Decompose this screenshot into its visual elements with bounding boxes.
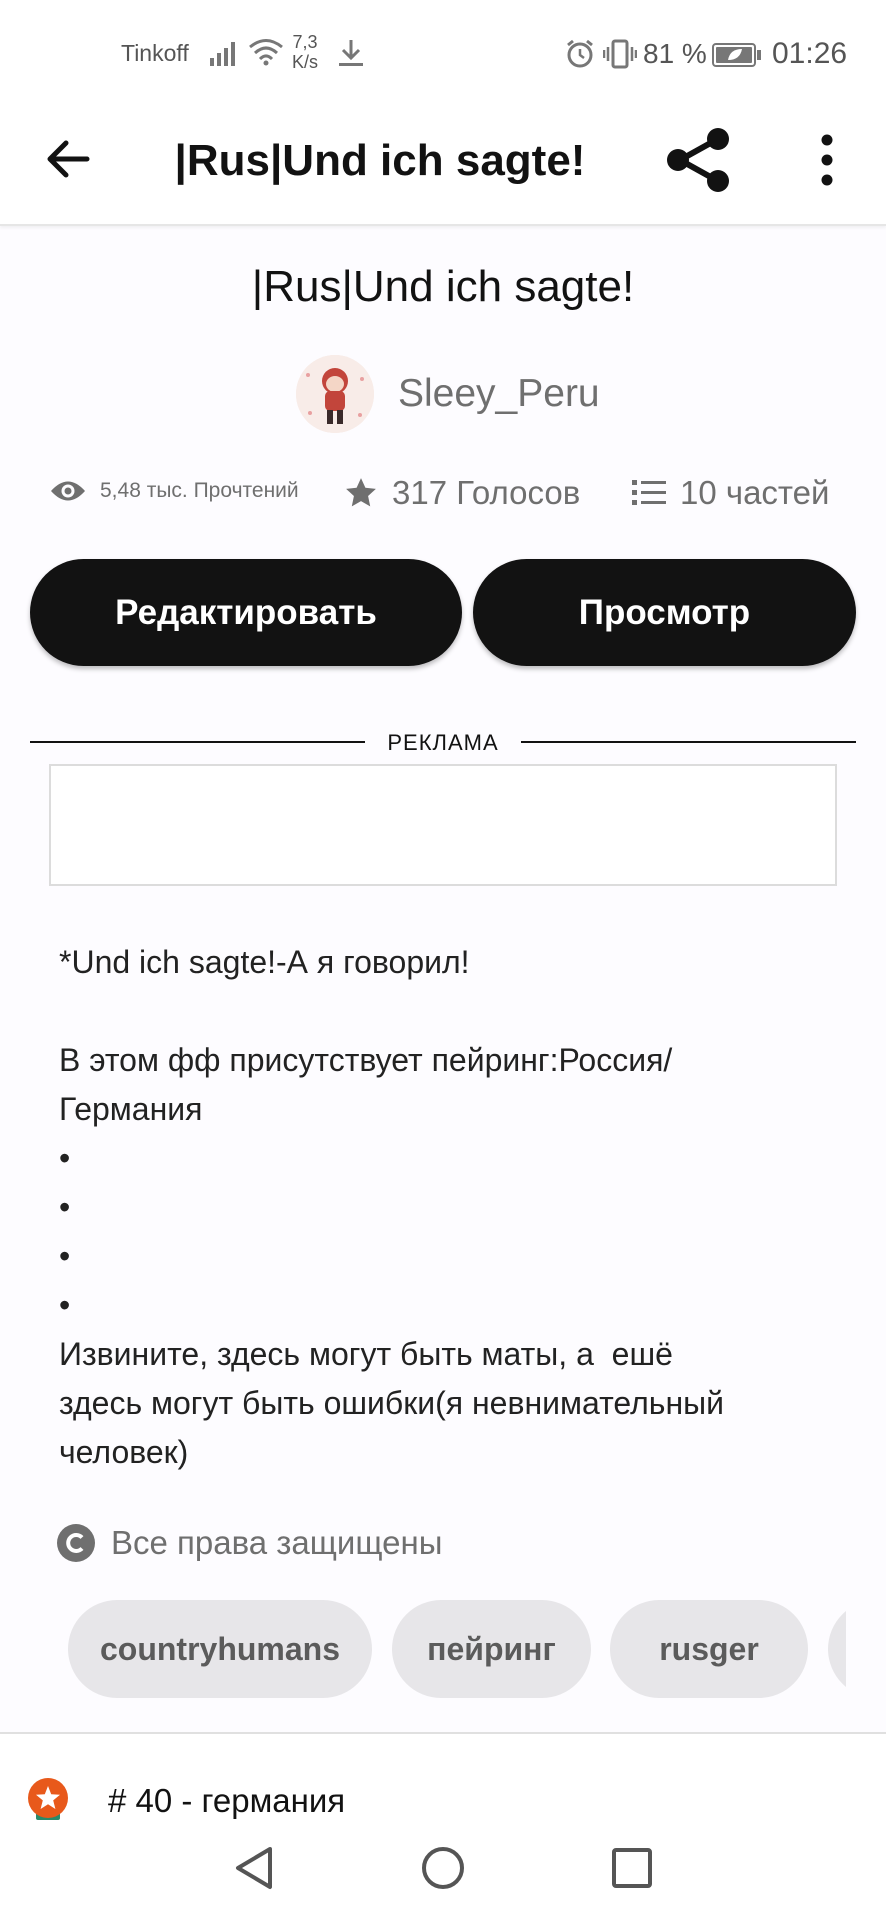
current-part-title[interactable]: # 40 - германия bbox=[108, 1782, 346, 1819]
reads-count: 5,48 тыс. Прочтений bbox=[100, 479, 299, 502]
ad-banner[interactable] bbox=[49, 764, 837, 886]
ad-divider-right bbox=[521, 741, 856, 743]
tag-list bbox=[0, 1600, 846, 1698]
copyright-row bbox=[57, 1524, 442, 1562]
tag-chip[interactable]: rusger bbox=[610, 1600, 808, 1698]
share-icon[interactable] bbox=[664, 128, 732, 192]
edit-button[interactable]: Редактировать bbox=[30, 559, 462, 666]
parts-count[interactable]: 10 частей bbox=[680, 474, 830, 511]
ad-divider-left bbox=[30, 741, 365, 743]
eye-icon bbox=[50, 478, 86, 504]
bottom-bar bbox=[0, 1732, 886, 1920]
author-name[interactable]: Sleey_Peru bbox=[398, 372, 600, 415]
clock: 01:26 bbox=[772, 37, 848, 70]
author-avatar[interactable] bbox=[296, 355, 374, 433]
more-options-icon[interactable] bbox=[812, 132, 842, 188]
story-stats bbox=[0, 474, 886, 524]
alarm-icon bbox=[565, 39, 595, 69]
back-arrow-icon[interactable] bbox=[44, 134, 94, 184]
app-bar-title: |Rus|Und ich sagte! bbox=[174, 136, 586, 185]
tag-chip[interactable]: countryhumans bbox=[68, 1600, 372, 1698]
list-icon bbox=[632, 478, 666, 508]
battery-percent: 81 % bbox=[643, 38, 707, 69]
ad-label: РЕКЛАМА bbox=[387, 730, 499, 755]
votes-stat bbox=[344, 474, 580, 512]
download-icon bbox=[336, 38, 366, 68]
tag-chip[interactable]: пейринг bbox=[392, 1600, 591, 1698]
status-bar bbox=[0, 0, 886, 100]
story-title: |Rus|Und ich sagte! bbox=[251, 262, 635, 311]
nav-back-icon[interactable] bbox=[232, 1845, 276, 1891]
story-description: *Und ich sagte!-А я говорил! В этом фф присутствует пейринг:Россия/ Германия • • • • Извините, здесь могут быть маты, а ешё здесь могут быть ошибки(я невнимательный человек) bbox=[59, 944, 725, 1470]
avatar-illustration bbox=[296, 355, 374, 433]
speed-value: 7,3 bbox=[292, 32, 318, 52]
nav-home-icon[interactable] bbox=[421, 1845, 465, 1891]
tag-chip-partial[interactable] bbox=[828, 1600, 846, 1698]
reads-stat bbox=[50, 478, 299, 504]
nav-recents-icon[interactable] bbox=[610, 1845, 654, 1891]
author-row[interactable] bbox=[296, 354, 600, 434]
star-icon bbox=[344, 476, 378, 510]
app-bar bbox=[0, 100, 886, 226]
signal-icon bbox=[210, 40, 240, 66]
vibrate-icon bbox=[603, 39, 637, 69]
carrier-name: Tinkoff bbox=[121, 40, 189, 66]
wifi-icon bbox=[248, 38, 284, 66]
copyright-text: Все права защищены bbox=[111, 1524, 443, 1561]
votes-count: 317 Голосов bbox=[392, 474, 581, 511]
parts-stat[interactable] bbox=[632, 474, 829, 512]
speed-unit: K/s bbox=[292, 52, 319, 72]
view-button[interactable]: Просмотр bbox=[473, 559, 856, 666]
copyright-icon bbox=[57, 1524, 95, 1562]
star-badge-icon bbox=[26, 1776, 70, 1824]
battery-saver-icon bbox=[712, 43, 762, 67]
network-speed bbox=[292, 32, 318, 72]
